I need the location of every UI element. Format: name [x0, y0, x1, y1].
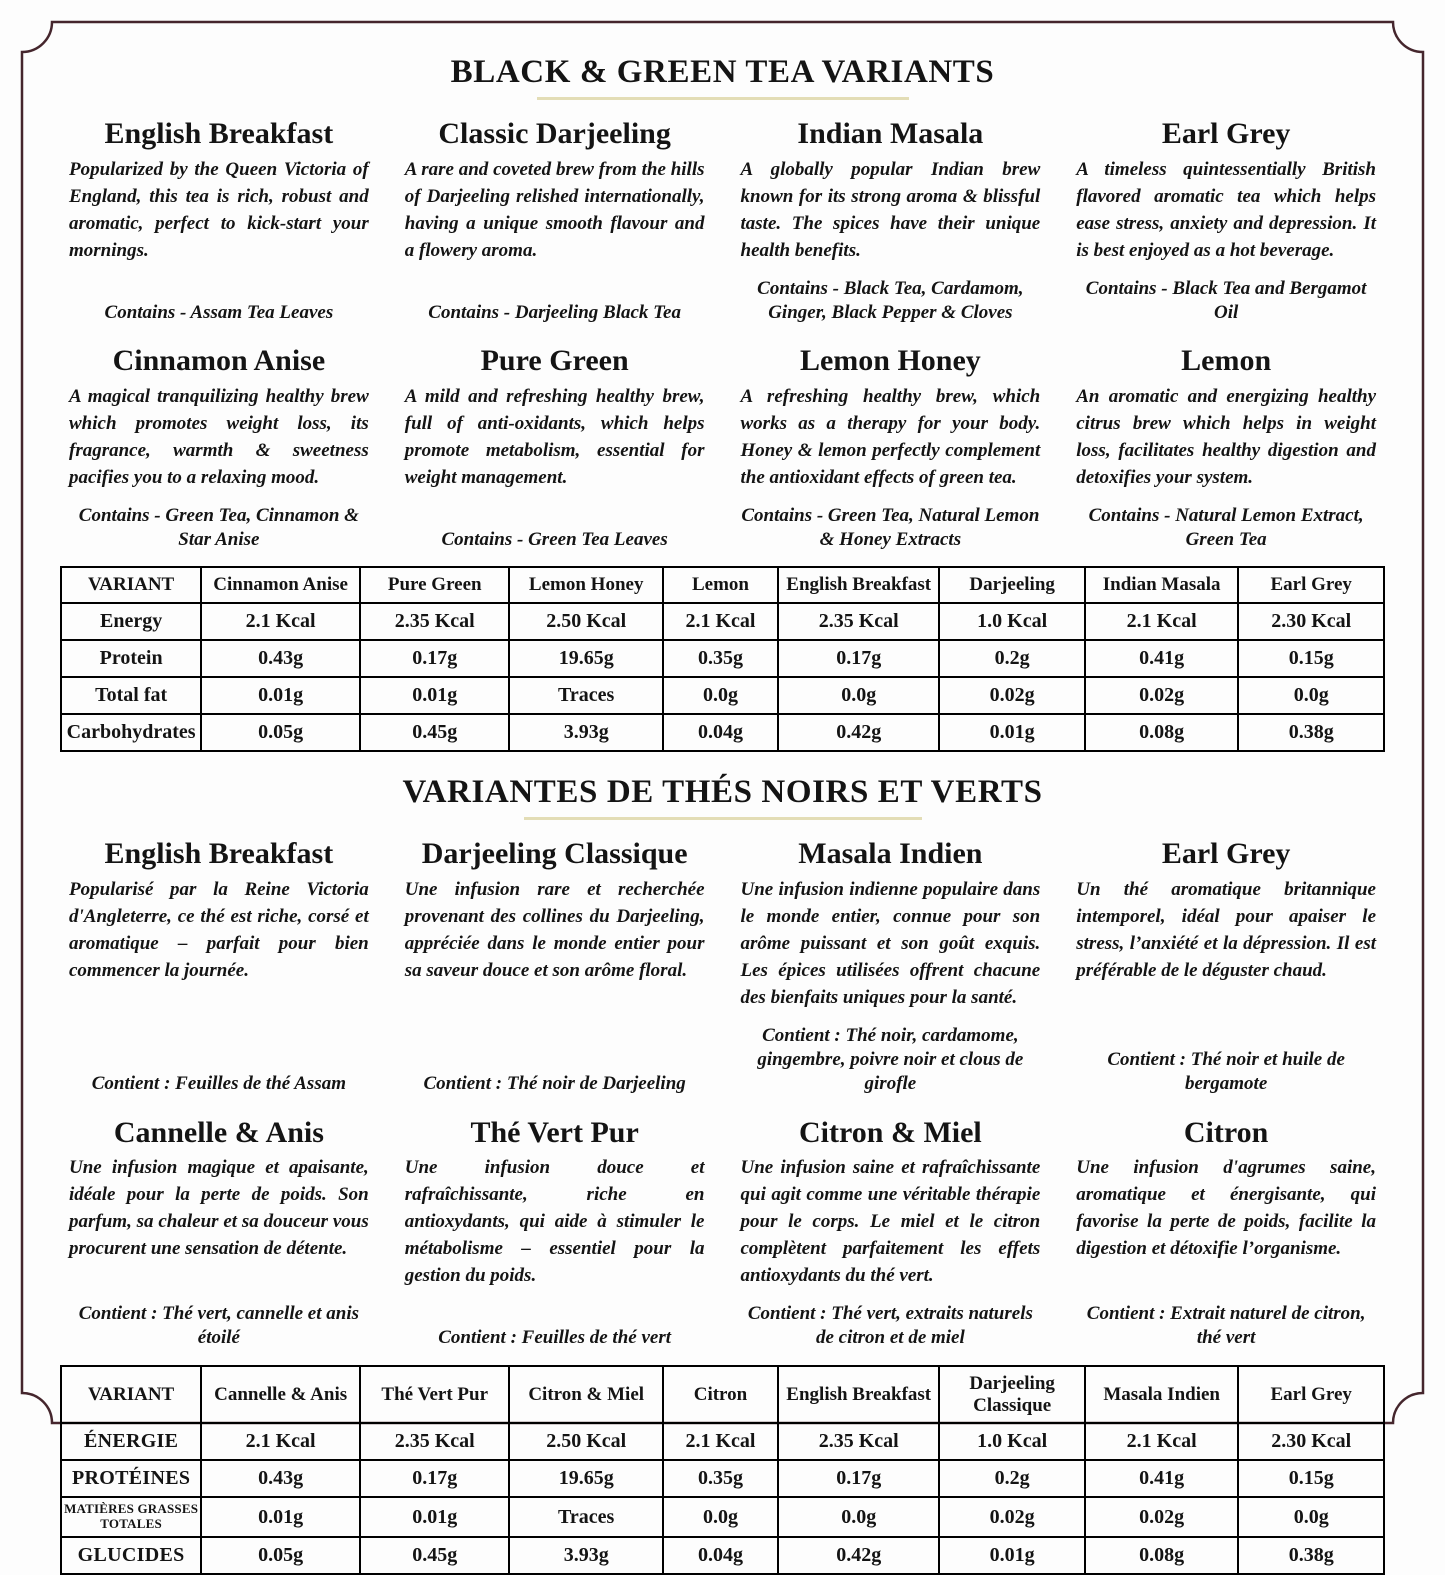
table-header-cell: Masala Indien [1085, 1366, 1238, 1424]
tea-description: A rare and coveted brew from the hills of Darjeeling relished internationally, having a unique smooth flavour and a flowery aroma. [405, 157, 705, 265]
table-row-total-fat [61, 677, 1384, 714]
table-cell: 0.15g [1238, 1460, 1384, 1497]
table-header-cell: Cinnamon Anise [201, 567, 360, 603]
table-cell: 2.30 Kcal [1238, 603, 1384, 640]
tea-description: Une infusion douce et rafraîchissante, riche en antioxydants, qui aide à stimuler le métabolisme – essentiel pour la gestion du poids. [405, 1155, 705, 1290]
table-header-cell: Pure Green [360, 567, 509, 603]
tea-description: A timeless quintessentially British flavored aromatic tea which helps ease stress, anxiety and depression. It is best enjoyed as a hot beverage. [1076, 157, 1376, 265]
table-cell: Traces [509, 677, 662, 714]
tea-cards-en [66, 114, 1379, 560]
table-cell: 0.2g [939, 640, 1085, 677]
table-cell: 0.02g [1085, 677, 1238, 714]
table-cell: 0.01g [201, 1497, 360, 1537]
table-row-proteines [61, 1460, 1384, 1497]
table-cell: 2.1 Kcal [201, 603, 360, 640]
tea-description: A mild and refreshing healthy brew, full of anti-oxidants, which helps promote metabolism, essential for weight management. [405, 384, 705, 492]
tea-description: Une infusion saine et rafraîchissante qui agit comme une véritable thérapie pour le corps. Le miel et le citron complètent parfaitement les effets antioxydants du thé vert. [741, 1155, 1041, 1290]
table-header-cell: Thé Vert Pur [360, 1366, 509, 1424]
title-underline-fr [524, 817, 922, 820]
table-cell: 0.01g [360, 1497, 509, 1537]
table-cell: 0.35g [663, 1460, 778, 1497]
tea-description: Une infusion magique et apaisante, idéale pour la perte de poids. Son parfum, sa chaleur et sa douceur vous procurent une sensation de détente. [69, 1155, 369, 1263]
tea-contains: Contains - Assam Tea Leaves [66, 289, 372, 325]
tea-contains: Contient : Feuilles de thé vert [402, 1314, 708, 1350]
table-row-label: Carbohydrates [61, 714, 201, 751]
table-row-carbohydrates [61, 714, 1384, 751]
table-header-cell: Lemon [663, 567, 778, 603]
tea-name: Masala Indien [738, 838, 1044, 870]
table-cell: 0.17g [360, 640, 509, 677]
tea-name: Cinnamon Anise [66, 345, 372, 377]
table-cell: 0.01g [360, 677, 509, 714]
table-cell: 0.42g [778, 1537, 939, 1574]
tea-cards-fr [66, 834, 1379, 1358]
tea-card-english-breakfast-en [66, 114, 372, 333]
tea-description: Une infusion rare et recherchée provenant des collines du Darjeeling, appréciée dans le monde entier pour sa saveur douce et son arôme floral. [405, 877, 705, 985]
table-cell: 19.65g [509, 1460, 662, 1497]
table-header-cell: Earl Grey [1238, 567, 1384, 603]
table-cell: 0.0g [778, 1497, 939, 1537]
table-cell: 0.43g [201, 1460, 360, 1497]
tea-contains: Contains - Green Tea, Cinnamon & Star Anise [66, 492, 372, 553]
table-row-label: Total fat [61, 677, 201, 714]
table-header-cell: Indian Masala [1085, 567, 1238, 603]
table-cell: 0.02g [939, 1497, 1085, 1537]
tea-contains: Contient : Thé noir et huile de bergamote [1073, 1036, 1379, 1097]
table-cell: 2.35 Kcal [360, 1423, 509, 1460]
nutrition-table-en [60, 566, 1385, 752]
table-row-energie [61, 1423, 1384, 1460]
table-cell: 0.0g [1238, 677, 1384, 714]
table-cell: 2.50 Kcal [509, 1423, 662, 1460]
table-cell: 0.0g [663, 677, 778, 714]
table-cell: 0.45g [360, 714, 509, 751]
table-cell: 0.41g [1085, 640, 1238, 677]
table-cell: 0.04g [663, 714, 778, 751]
tea-contains: Contains - Black Tea, Cardamom, Ginger, Black Pepper & Cloves [738, 265, 1044, 326]
table-cell: 0.04g [663, 1537, 778, 1574]
table-cell: 0.0g [1238, 1497, 1384, 1537]
tea-name: Cannelle & Anis [66, 1117, 372, 1149]
tea-card-darjeeling-classique-fr [402, 834, 708, 1104]
tea-description: Un thé aromatique britannique intemporel, idéal pour apaiser le stress, l’anxiété et la dépression. Il est préférable de le déguster chaud. [1076, 877, 1376, 985]
table-cell: 2.1 Kcal [663, 603, 778, 640]
tea-name: English Breakfast [66, 838, 372, 870]
table-cell: 2.1 Kcal [1085, 1423, 1238, 1460]
table-header-variant: VARIANT [61, 1366, 201, 1424]
tea-card-english-breakfast-fr [66, 834, 372, 1104]
tea-card-citron-fr [1073, 1113, 1379, 1359]
table-row-matieres-grasses [61, 1497, 1384, 1537]
table-cell: 2.35 Kcal [360, 603, 509, 640]
table-cell: 2.35 Kcal [778, 603, 939, 640]
tea-name: Earl Grey [1073, 118, 1379, 150]
tea-card-earl-grey-en [1073, 114, 1379, 333]
tea-name: Citron [1073, 1117, 1379, 1149]
tea-description: Une infusion indienne populaire dans le monde entier, connue pour son arôme puissant et son goût exquis. Les épices utilisées offrent chacune des bienfaits uniques pour la santé. [741, 877, 1041, 1012]
table-header-cell: Citron & Miel [509, 1366, 662, 1424]
tea-name: Earl Grey [1073, 838, 1379, 870]
table-cell: 0.05g [201, 1537, 360, 1574]
table-cell: 0.02g [939, 677, 1085, 714]
table-header-cell: Citron [663, 1366, 778, 1424]
table-cell: 1.0 Kcal [939, 1423, 1085, 1460]
table-cell: 2.50 Kcal [509, 603, 662, 640]
tea-description: Une infusion d'agrumes saine, aromatique et énergisante, qui favorise la perte de poids, facilite la digestion et détoxifie l’organisme. [1076, 1155, 1376, 1263]
section-title-fr: VARIANTES DE THÉS NOIRS ET VERTS [60, 774, 1385, 810]
table-cell: 0.38g [1238, 714, 1384, 751]
table-cell: 2.30 Kcal [1238, 1423, 1384, 1460]
table-cell: 19.65g [509, 640, 662, 677]
tea-description: A globally popular Indian brew known for its strong aroma & blissful taste. The spices have their unique health benefits. [741, 157, 1041, 265]
table-cell: 2.1 Kcal [201, 1423, 360, 1460]
table-header-variant: VARIANT [61, 567, 201, 603]
table-cell: 0.45g [360, 1537, 509, 1574]
table-row-glucides [61, 1537, 1384, 1574]
table-cell: 0.43g [201, 640, 360, 677]
tea-card-lemon-honey-en [738, 341, 1044, 560]
tea-contains: Contient : Feuilles de thé Assam [66, 1060, 372, 1096]
tea-name: Indian Masala [738, 118, 1044, 150]
table-cell: 0.05g [201, 714, 360, 751]
table-row-label: PROTÉINES [61, 1460, 201, 1497]
tea-name: English Breakfast [66, 118, 372, 150]
tea-card-citron-miel-fr [738, 1113, 1044, 1359]
table-row-energy [61, 603, 1384, 640]
tea-contains: Contains - Black Tea and Bergamot Oil [1073, 265, 1379, 326]
tea-name: Citron & Miel [738, 1117, 1044, 1149]
table-cell: 0.0g [778, 677, 939, 714]
table-cell: 0.0g [663, 1497, 778, 1537]
tea-description: A refreshing healthy brew, which works as a therapy for your body. Honey & lemon perfectly complement the antioxidant effects of green tea. [741, 384, 1041, 492]
tea-name: Classic Darjeeling [402, 118, 708, 150]
tea-description: A magical tranquilizing healthy brew which promotes weight loss, its fragrance, warmth & sweetness pacifies you to a relaxing mood. [69, 384, 369, 492]
tea-contains: Contient : Thé vert, extraits naturels de citron et de miel [738, 1290, 1044, 1351]
table-cell: 0.17g [778, 1460, 939, 1497]
table-header-cell: English Breakfast [778, 1366, 939, 1424]
tea-card-earl-grey-fr [1073, 834, 1379, 1104]
table-row-protein [61, 640, 1384, 677]
table-header-cell: Lemon Honey [509, 567, 662, 603]
table-header-cell: Darjeeling [939, 567, 1085, 603]
table-cell: 2.1 Kcal [1085, 603, 1238, 640]
tea-contains: Contient : Thé vert, cannelle et anis étoilé [66, 1290, 372, 1351]
section-title-en: BLACK & GREEN TEA VARIANTS [60, 54, 1385, 90]
table-cell: 0.01g [939, 1537, 1085, 1574]
tea-contains: Contains - Green Tea Leaves [402, 516, 708, 552]
table-cell: 0.01g [939, 714, 1085, 751]
tea-card-classic-darjeeling-en [402, 114, 708, 333]
table-header-cell: Earl Grey [1238, 1366, 1384, 1424]
table-header-cell: Darjeeling Classique [939, 1366, 1085, 1424]
table-cell: 0.08g [1085, 1537, 1238, 1574]
tea-description: Popularisé par la Reine Victoria d'Angleterre, ce thé est riche, corsé et aromatique – parfait pour bien commencer la journée. [69, 877, 369, 985]
table-header-row [61, 1366, 1384, 1424]
tea-name: Thé Vert Pur [402, 1117, 708, 1149]
table-cell: 0.17g [360, 1460, 509, 1497]
table-header-cell: English Breakfast [778, 567, 939, 603]
table-cell: 2.1 Kcal [663, 1423, 778, 1460]
tea-contains: Contains - Natural Lemon Extract, Green Tea [1073, 492, 1379, 553]
table-cell: 1.0 Kcal [939, 603, 1085, 640]
table-row-label: MATIÈRES GRASSES TOTALES [61, 1497, 201, 1537]
title-underline-en [537, 97, 909, 100]
tea-contains: Contient : Extrait naturel de citron, thé vert [1073, 1290, 1379, 1351]
tea-contains: Contains - Green Tea, Natural Lemon & Honey Extracts [738, 492, 1044, 553]
tea-card-the-vert-pur-fr [402, 1113, 708, 1359]
table-cell: 0.02g [1085, 1497, 1238, 1537]
table-cell: 3.93g [509, 1537, 662, 1574]
tea-card-lemon-en [1073, 341, 1379, 560]
tea-card-pure-green-en [402, 341, 708, 560]
table-cell: 0.01g [201, 677, 360, 714]
table-cell: 3.93g [509, 714, 662, 751]
table-row-label: Protein [61, 640, 201, 677]
tea-name: Lemon [1073, 345, 1379, 377]
table-cell: Traces [509, 1497, 662, 1537]
tea-description: Popularized by the Queen Victoria of England, this tea is rich, robust and aromatic, perfect to kick-start your mornings. [69, 157, 369, 265]
tea-contains: Contient : Thé noir, cardamome, gingembre, poivre noir et clous de girofle [738, 1012, 1044, 1097]
tea-contains: Contient : Thé noir de Darjeeling [402, 1060, 708, 1096]
table-header-cell: Cannelle & Anis [201, 1366, 360, 1424]
table-cell: 0.38g [1238, 1537, 1384, 1574]
table-cell: 0.42g [778, 714, 939, 751]
table-row-label: GLUCIDES [61, 1537, 201, 1574]
table-cell: 0.41g [1085, 1460, 1238, 1497]
table-cell: 2.35 Kcal [778, 1423, 939, 1460]
tea-name: Lemon Honey [738, 345, 1044, 377]
tea-name: Pure Green [402, 345, 708, 377]
table-header-row [61, 567, 1384, 603]
tea-card-indian-masala-en [738, 114, 1044, 333]
tea-name: Darjeeling Classique [402, 838, 708, 870]
tea-card-cannelle-anis-fr [66, 1113, 372, 1359]
table-row-label: ÉNERGIE [61, 1423, 201, 1460]
tea-card-masala-indien-fr [738, 834, 1044, 1104]
table-cell: 0.2g [939, 1460, 1085, 1497]
table-row-label: Energy [61, 603, 201, 640]
label-content [22, 22, 1423, 1423]
nutrition-table-fr [60, 1365, 1385, 1575]
tea-description: An aromatic and energizing healthy citrus brew which helps in weight loss, facilitates healthy digestion and detoxifies your system. [1076, 384, 1376, 492]
tea-contains: Contains - Darjeeling Black Tea [402, 289, 708, 325]
table-cell: 0.17g [778, 640, 939, 677]
table-cell: 0.15g [1238, 640, 1384, 677]
tea-card-cinnamon-anise-en [66, 341, 372, 560]
table-cell: 0.35g [663, 640, 778, 677]
table-cell: 0.08g [1085, 714, 1238, 751]
